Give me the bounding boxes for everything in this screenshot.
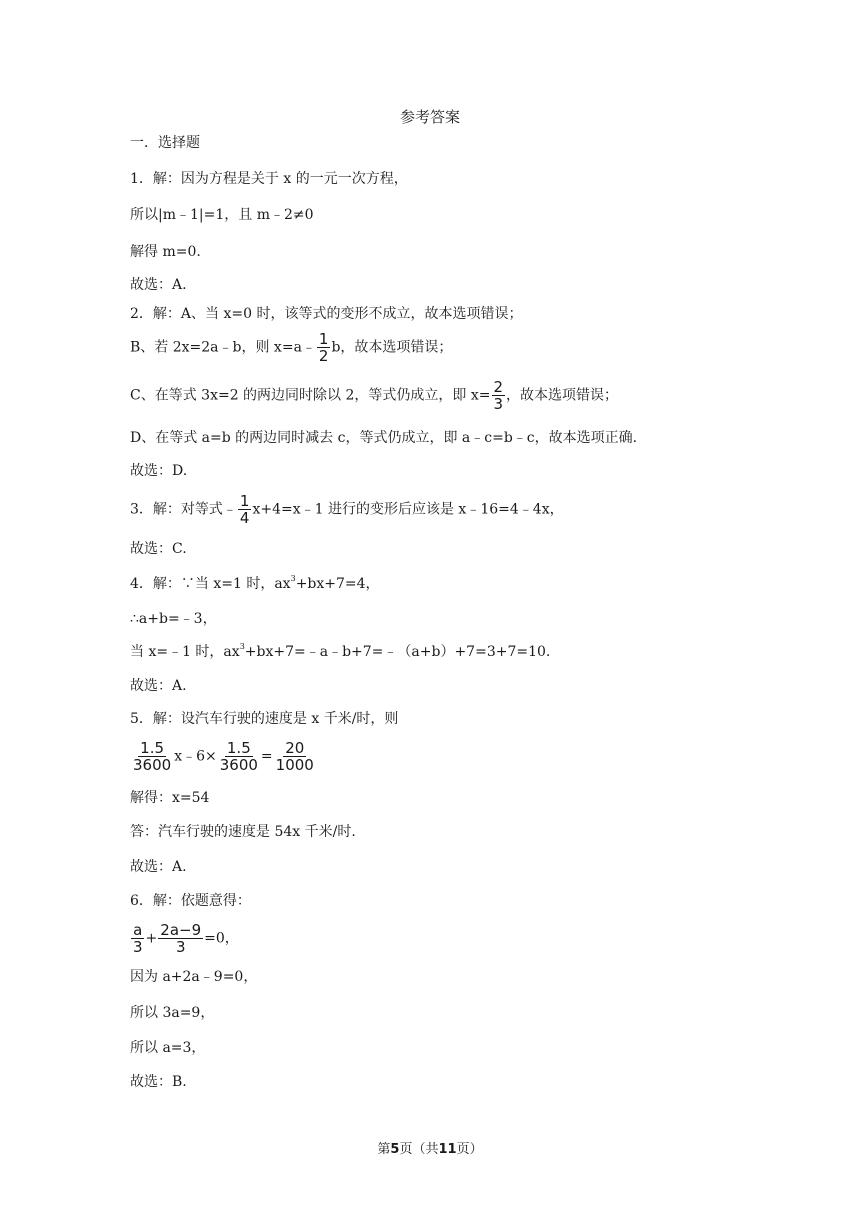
fraction-numerator: a bbox=[133, 921, 143, 939]
q2-b-fraction bbox=[317, 331, 331, 364]
fraction-denominator: 4 bbox=[239, 509, 250, 527]
q5-mid: x﹣6× bbox=[174, 748, 217, 765]
q5-fraction-2 bbox=[218, 740, 260, 773]
fraction-numerator: 1 bbox=[239, 492, 250, 510]
fraction-denominator: 1000 bbox=[275, 756, 314, 774]
q2-b-pre: B、若 2x=2a﹣b，则 x=a﹣ bbox=[130, 339, 316, 356]
q2-line-b bbox=[130, 331, 452, 364]
fraction-denominator: 3 bbox=[175, 938, 186, 956]
q2-c-fraction bbox=[492, 379, 506, 412]
q4-l1-post: +bx+7=4， bbox=[295, 576, 380, 592]
q6-line-5: 所以 a=3， bbox=[130, 1040, 206, 1056]
q6-line-1: 6．解：依题意得： bbox=[130, 893, 251, 909]
exponent: 3 bbox=[239, 642, 245, 651]
section-heading: 一．选择题 bbox=[130, 135, 200, 151]
q6-equation bbox=[130, 922, 239, 955]
footer-mid: 页（共 bbox=[399, 1142, 439, 1157]
exponent: 3 bbox=[290, 574, 296, 583]
q6-fraction-2 bbox=[158, 922, 203, 955]
total-pages: 11 bbox=[438, 1142, 457, 1157]
q6-line-4: 所以 3a=9， bbox=[130, 1005, 215, 1021]
q2-line-d: D、在等式 a=b 的两边同时减去 c，等式仍成立，即 a﹣c=b﹣c，故本选项正确. bbox=[130, 430, 638, 446]
q4-l3-pre: 当 x=﹣1 时，ax bbox=[130, 644, 240, 660]
footer-post: 页） bbox=[456, 1142, 483, 1157]
fraction-numerator: 2a−9 bbox=[160, 921, 202, 939]
fraction-numerator: 20 bbox=[285, 739, 305, 757]
fraction-denominator: 2 bbox=[318, 347, 329, 365]
page-title: 参考答案 bbox=[399, 108, 460, 126]
q4-l1-pre: 4．解：∵当 x=1 时，ax bbox=[130, 576, 291, 592]
q6-line-3: 因为 a+2a﹣9=0， bbox=[130, 969, 258, 985]
fraction-numerator: 2 bbox=[493, 378, 504, 396]
fraction-denominator: 3 bbox=[133, 938, 143, 956]
q4-line-3 bbox=[130, 642, 550, 662]
fraction-denominator: 3600 bbox=[133, 756, 172, 774]
q2-c-post: ，故本选项错误； bbox=[506, 387, 619, 404]
page-number: 5 bbox=[390, 1142, 400, 1157]
q3-fraction bbox=[238, 493, 252, 526]
q4-answer: 故选：A. bbox=[130, 678, 187, 694]
q1-answer: 故选：A. bbox=[130, 277, 187, 293]
q5-line-4: 答：汽车行驶的速度是 54x 千米/时. bbox=[130, 824, 356, 840]
q6-fraction-1 bbox=[131, 922, 145, 955]
q5-answer: 故选：A. bbox=[130, 859, 187, 875]
q4-l3-post: +bx+7=﹣a﹣b+7=﹣（a+b）+7=3+7=10. bbox=[244, 644, 551, 660]
q3-answer: 故选：C. bbox=[130, 541, 187, 557]
fraction-numerator: 1.5 bbox=[226, 739, 251, 757]
q5-line-3: 解得：x=54 bbox=[130, 790, 210, 806]
q2-line-c bbox=[130, 379, 618, 412]
q5-line-1: 5．解：设汽车行驶的速度是 x 千米/时，则 bbox=[130, 711, 399, 727]
q4-line-2: ∴a+b=﹣3， bbox=[130, 611, 217, 627]
page-footer bbox=[0, 1138, 860, 1157]
q2-line-a: 2．解：A、当 x=0 时，该等式的变形不成立，故本选项错误； bbox=[130, 306, 523, 322]
fraction-numerator: 1 bbox=[318, 330, 329, 348]
fraction-denominator: 3600 bbox=[219, 756, 258, 774]
q3-post: x+4=x﹣1 进行的变形后应该是 x﹣16=4﹣4x， bbox=[252, 501, 564, 518]
q1-line-3: 解得 m=0. bbox=[130, 244, 201, 260]
q2-answer: 故选：D. bbox=[130, 463, 188, 479]
q6-answer: 故选：B. bbox=[130, 1074, 187, 1090]
q1-line-1: 1．解：因为方程是关于 x 的一元一次方程， bbox=[130, 171, 408, 187]
q6-post: =0， bbox=[204, 930, 239, 947]
fraction-denominator: 3 bbox=[493, 395, 504, 413]
q2-b-post: b，故本选项错误； bbox=[331, 339, 453, 356]
q5-equation bbox=[130, 740, 317, 773]
q3-line bbox=[130, 493, 564, 526]
q6-plus: + bbox=[145, 930, 158, 947]
q5-fraction-1 bbox=[131, 740, 173, 773]
q5-fraction-3 bbox=[274, 740, 316, 773]
q1-line-2: 所以|m﹣1|=1，且 m﹣2≠0 bbox=[130, 207, 314, 223]
q2-c-pre: C、在等式 3x=2 的两边同时除以 2，等式仍成立，即 x= bbox=[130, 387, 491, 404]
q4-line-1 bbox=[130, 574, 380, 594]
q5-eq: = bbox=[260, 748, 273, 765]
fraction-numerator: 1.5 bbox=[140, 739, 165, 757]
q3-pre: 3．解：对等式﹣ bbox=[130, 501, 237, 518]
footer-pre: 第 bbox=[377, 1142, 391, 1157]
